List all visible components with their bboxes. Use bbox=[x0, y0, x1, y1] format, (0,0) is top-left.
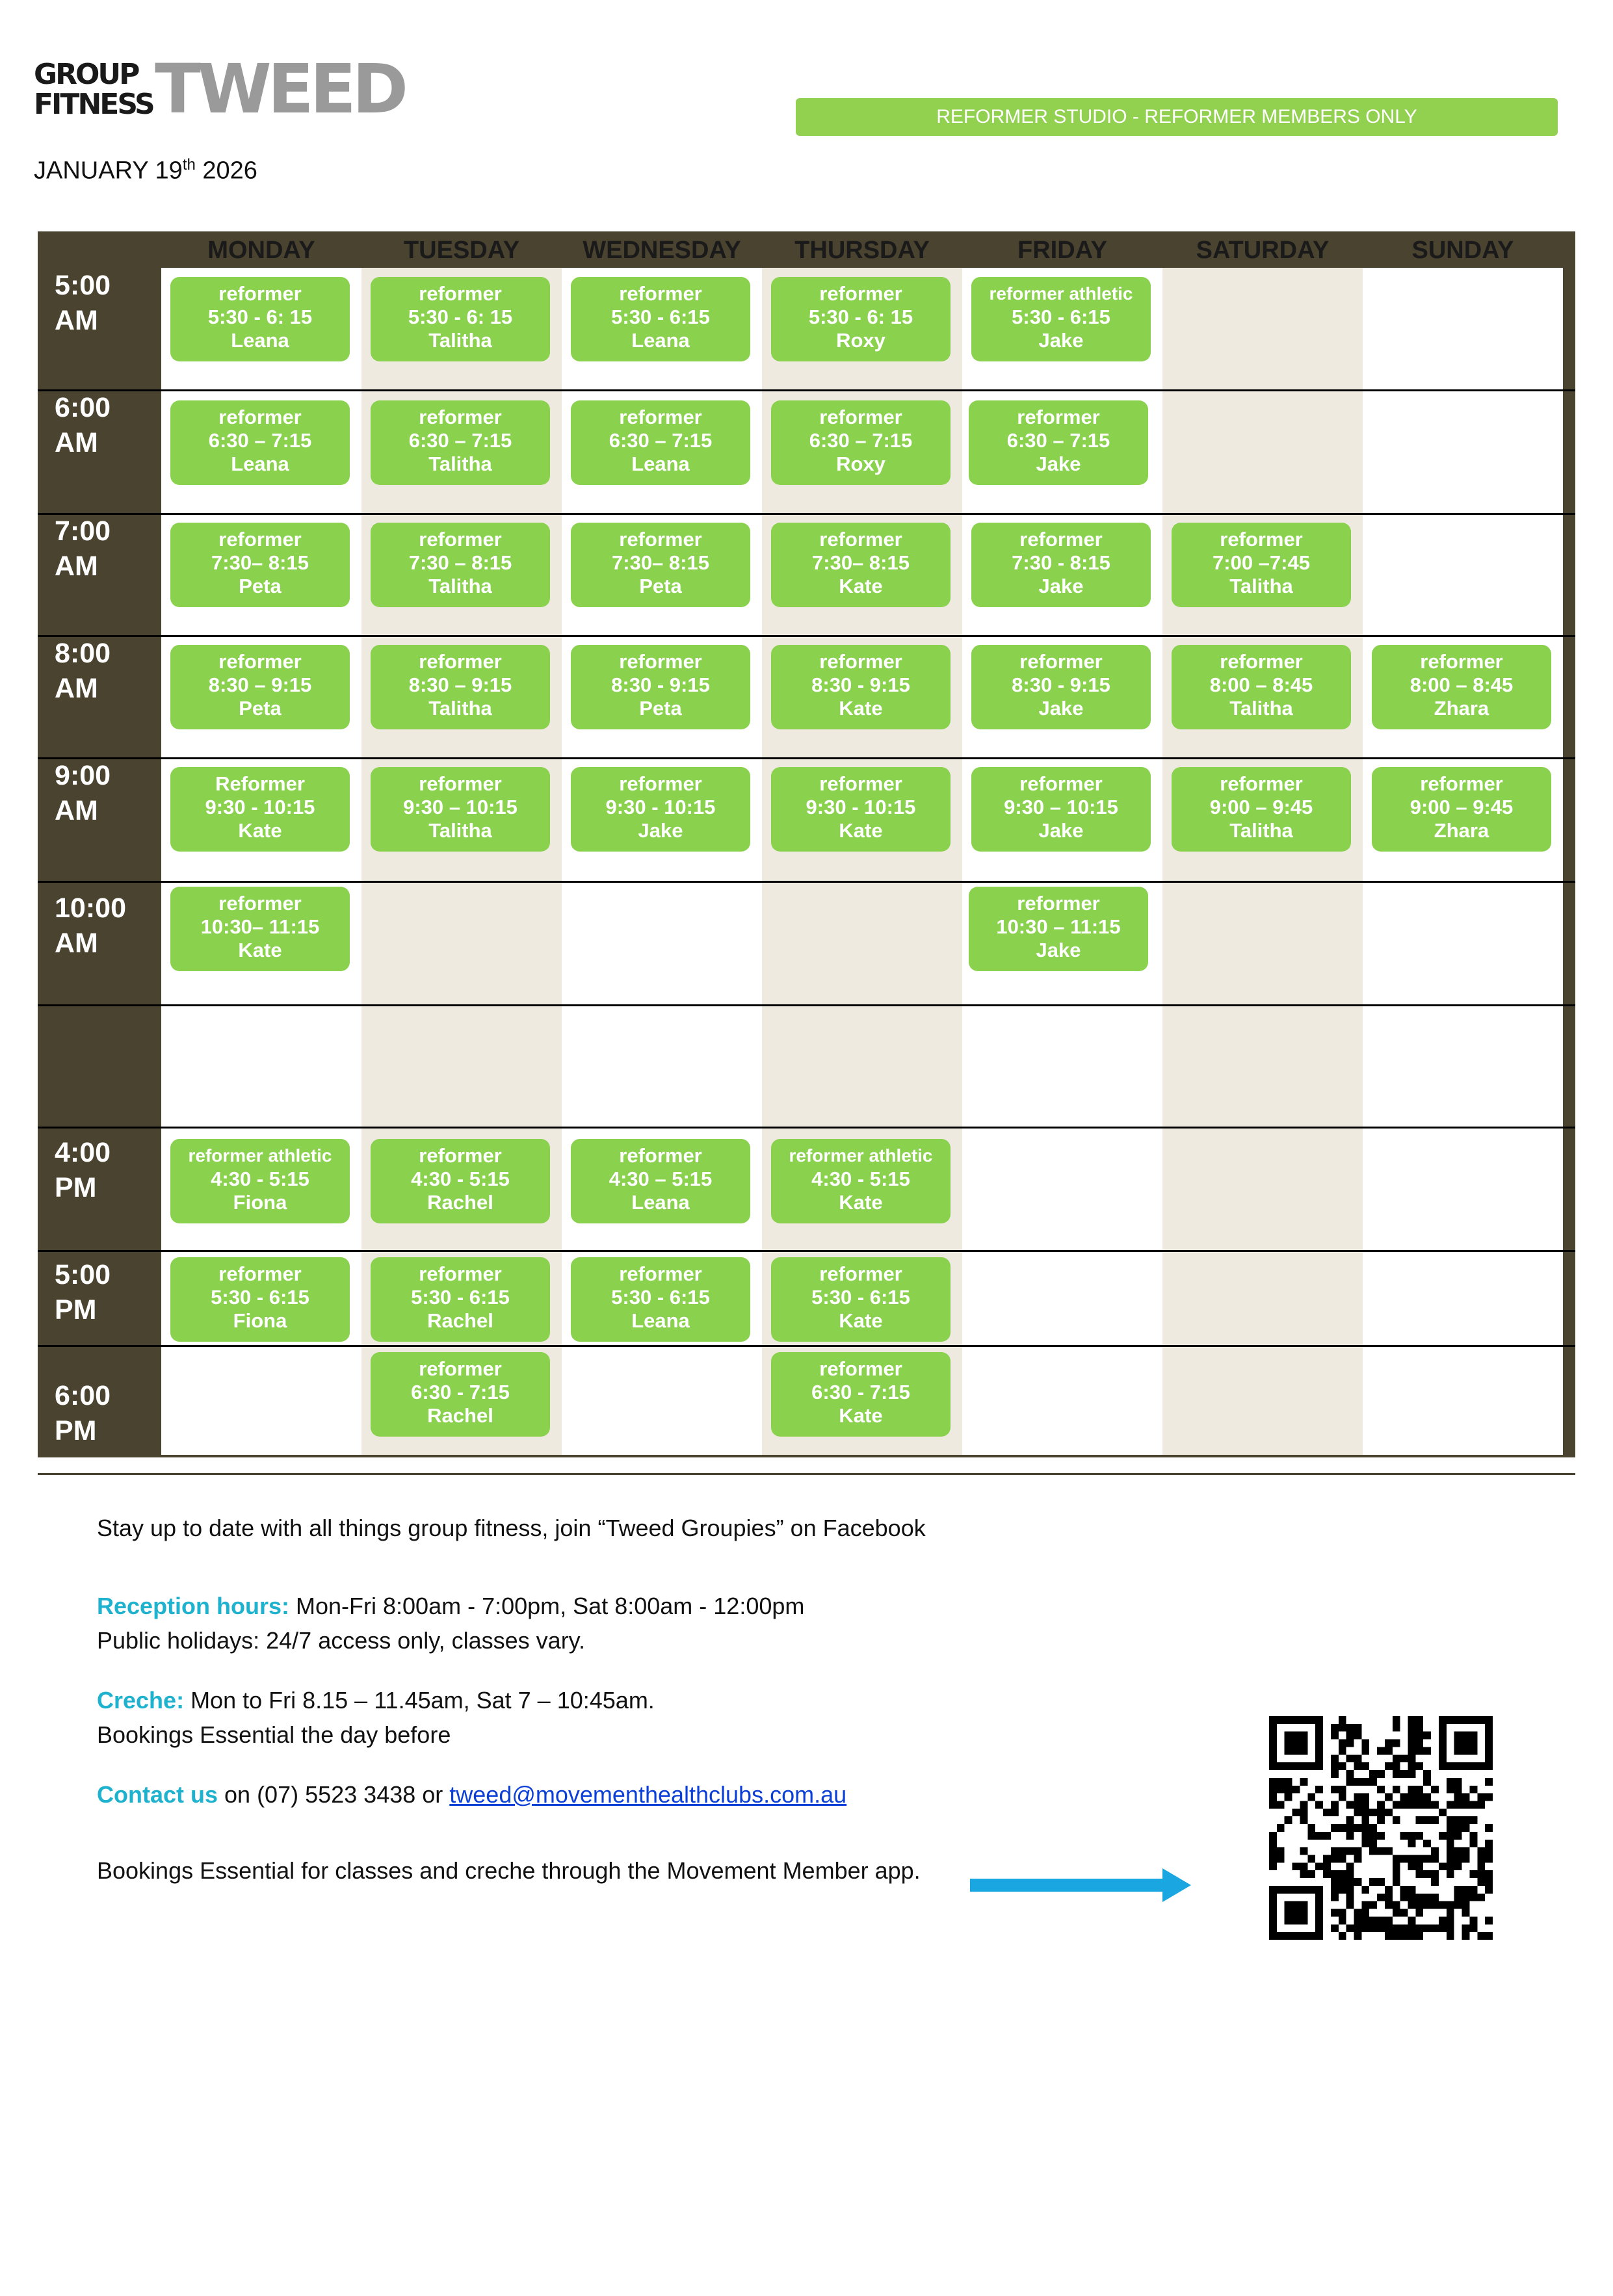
class-block[interactable] bbox=[371, 1139, 550, 1223]
contact-us: Contact us on (07) 5523 3438 or tweed@movementhealthclubs.com.au bbox=[97, 1781, 847, 1808]
class-name: reformer bbox=[1019, 650, 1103, 673]
class-name: reformer bbox=[218, 1262, 302, 1285]
class-block[interactable] bbox=[571, 645, 750, 729]
class-time: 8:30 – 9:15 bbox=[408, 673, 512, 696]
time-label: 9:00 AM bbox=[55, 760, 111, 826]
class-time: 6:30 – 7:15 bbox=[609, 429, 713, 452]
class-block[interactable] bbox=[971, 277, 1151, 361]
class-block[interactable] bbox=[170, 1257, 350, 1342]
class-time: 5:30 - 6:15 bbox=[611, 1286, 710, 1309]
class-instructor: Kate bbox=[238, 819, 282, 842]
class-block[interactable] bbox=[571, 1257, 750, 1342]
class-name: reformer bbox=[619, 650, 702, 673]
row-divider bbox=[38, 881, 1575, 883]
class-name: reformer bbox=[819, 650, 902, 673]
class-time: 6:30 - 7:15 bbox=[811, 1381, 910, 1403]
time-label: 10:00 AM bbox=[55, 893, 126, 959]
class-name: reformer bbox=[218, 650, 302, 673]
class-name: reformer bbox=[819, 772, 902, 795]
class-name: reformer bbox=[218, 406, 302, 428]
day-header: THURSDAY bbox=[794, 237, 930, 264]
class-block[interactable] bbox=[571, 1139, 750, 1223]
class-instructor: Jake bbox=[1038, 819, 1084, 842]
class-block[interactable] bbox=[771, 1257, 951, 1342]
class-instructor: Fiona bbox=[233, 1191, 287, 1214]
class-instructor: Jake bbox=[1036, 452, 1081, 475]
class-name: reformer bbox=[419, 1357, 502, 1380]
creche-note: Bookings Essential the day before bbox=[97, 1721, 451, 1748]
class-name: reformer bbox=[218, 892, 302, 915]
class-name: reformer bbox=[1420, 650, 1503, 673]
class-name: reformer bbox=[1420, 772, 1503, 795]
class-block[interactable] bbox=[971, 767, 1151, 852]
row-divider bbox=[38, 1250, 1575, 1252]
time-label: 5:00 PM bbox=[55, 1259, 111, 1325]
class-instructor: Peta bbox=[239, 697, 282, 720]
class-block[interactable] bbox=[771, 277, 951, 361]
class-name: reformer bbox=[419, 772, 502, 795]
class-time: 9:30 – 10:15 bbox=[403, 796, 518, 818]
logo-tweed: TWEED bbox=[155, 49, 405, 129]
class-name: reformer bbox=[1017, 406, 1100, 428]
time-label: 7:00 AM bbox=[55, 515, 111, 582]
class-name: reformer bbox=[819, 1262, 902, 1285]
class-time: 4:30 – 5:15 bbox=[609, 1168, 713, 1190]
class-block[interactable] bbox=[371, 400, 550, 485]
class-block[interactable] bbox=[170, 767, 350, 852]
class-instructor: Talitha bbox=[428, 452, 492, 475]
class-block[interactable] bbox=[571, 400, 750, 485]
time-label: 5:00 AM bbox=[55, 270, 111, 336]
class-instructor: Kate bbox=[839, 819, 883, 842]
class-time: 5:30 - 6:15 bbox=[211, 1286, 309, 1309]
class-time: 7:30– 8:15 bbox=[812, 551, 910, 574]
class-instructor: Leana bbox=[231, 329, 289, 352]
class-block[interactable] bbox=[771, 523, 951, 607]
contact-email-link[interactable]: tweed@movementhealthclubs.com.au bbox=[449, 1781, 847, 1808]
class-block[interactable] bbox=[170, 277, 350, 361]
time-label: 6:00 PM bbox=[55, 1380, 111, 1446]
class-block[interactable] bbox=[371, 767, 550, 852]
class-name: reformer bbox=[1017, 892, 1100, 915]
facebook-note: Stay up to date with all things group fitness, join “Tweed Groupies” on Facebook bbox=[97, 1515, 926, 1541]
class-time: 6:30 - 7:15 bbox=[411, 1381, 510, 1403]
class-time: 9:30 - 10:15 bbox=[205, 796, 315, 818]
class-block[interactable] bbox=[771, 1352, 951, 1437]
class-instructor: Jake bbox=[1038, 329, 1084, 352]
bookings-note: Bookings Essential for classes and creche through the Movement Member app. bbox=[97, 1857, 921, 1884]
time-label: 8:00 AM bbox=[55, 638, 111, 704]
class-block[interactable] bbox=[170, 523, 350, 607]
class-name: reformer bbox=[819, 1357, 902, 1380]
class-instructor: Kate bbox=[839, 575, 883, 597]
group-fitness-tweed-logo bbox=[34, 49, 405, 129]
day-header: WEDNESDAY bbox=[583, 237, 741, 264]
class-block[interactable] bbox=[371, 523, 550, 607]
class-time: 8:30 - 9:15 bbox=[611, 673, 710, 696]
public-holidays: Public holidays: 24/7 access only, classes vary. bbox=[97, 1627, 586, 1654]
class-name: reformer bbox=[419, 282, 502, 305]
class-name: reformer bbox=[419, 406, 502, 428]
row-divider bbox=[38, 1345, 1575, 1347]
class-block[interactable] bbox=[971, 523, 1151, 607]
class-block[interactable] bbox=[1172, 645, 1351, 729]
class-instructor: Kate bbox=[839, 697, 883, 720]
class-time: 4:30 - 5:15 bbox=[211, 1168, 309, 1190]
time-label: 6:00 AM bbox=[55, 392, 111, 458]
class-instructor: Jake bbox=[1038, 575, 1084, 597]
schedule-bottom-rule bbox=[38, 1473, 1575, 1475]
class-block[interactable] bbox=[571, 277, 750, 361]
class-block[interactable] bbox=[371, 645, 550, 729]
day-header: SUNDAY bbox=[1411, 237, 1514, 264]
class-name: reformer athletic bbox=[789, 1145, 933, 1166]
class-instructor: Leana bbox=[631, 1309, 690, 1332]
creche-hours: Creche: Mon to Fri 8.15 – 11.45am, Sat 7 – 10:45am. bbox=[97, 1687, 655, 1714]
class-instructor: Kate bbox=[839, 1309, 883, 1332]
class-time: 5:30 - 6:15 bbox=[411, 1286, 510, 1309]
class-name: reformer bbox=[619, 406, 702, 428]
class-block[interactable] bbox=[771, 767, 951, 852]
class-name: reformer bbox=[419, 650, 502, 673]
class-time: 8:30 - 9:15 bbox=[1012, 673, 1110, 696]
class-name: reformer bbox=[819, 282, 902, 305]
class-name: reformer bbox=[218, 282, 302, 305]
class-time: 5:30 - 6:15 bbox=[811, 1286, 910, 1309]
class-block[interactable] bbox=[371, 277, 550, 361]
class-name: reformer bbox=[1220, 650, 1303, 673]
class-block[interactable] bbox=[771, 1139, 951, 1223]
class-name: reformer athletic bbox=[188, 1145, 332, 1166]
class-instructor: Talitha bbox=[428, 697, 492, 720]
class-time: 10:30 – 11:15 bbox=[996, 915, 1121, 938]
class-time: 9:30 - 10:15 bbox=[806, 796, 916, 818]
class-instructor: Talitha bbox=[1229, 575, 1293, 597]
class-block[interactable] bbox=[371, 1352, 550, 1437]
class-name: reformer bbox=[819, 528, 902, 551]
class-time: 4:30 - 5:15 bbox=[411, 1168, 510, 1190]
class-block[interactable] bbox=[170, 1139, 350, 1223]
class-time: 7:30– 8:15 bbox=[612, 551, 709, 574]
class-block[interactable] bbox=[771, 400, 951, 485]
class-name: reformer bbox=[619, 1144, 702, 1167]
class-block[interactable] bbox=[571, 523, 750, 607]
class-time: 8:00 – 8:45 bbox=[1410, 673, 1514, 696]
class-name: reformer bbox=[619, 282, 702, 305]
class-instructor: Zhara bbox=[1434, 819, 1489, 842]
reception-hours: Reception hours: Mon-Fri 8:00am - 7:00pm, Sat 8:00am - 12:00pm bbox=[97, 1593, 805, 1619]
row-divider bbox=[38, 635, 1575, 637]
class-time: 5:30 - 6:15 bbox=[611, 306, 710, 328]
class-name: reformer bbox=[619, 772, 702, 795]
studio-banner: REFORMER STUDIO - REFORMER MEMBERS ONLY bbox=[796, 98, 1558, 136]
row-divider bbox=[38, 757, 1575, 759]
class-instructor: Rachel bbox=[427, 1191, 493, 1214]
class-instructor: Talitha bbox=[1229, 819, 1293, 842]
class-block[interactable] bbox=[971, 645, 1151, 729]
class-name: reformer athletic bbox=[989, 283, 1133, 304]
class-block[interactable] bbox=[170, 400, 350, 485]
class-time: 7:00 –7:45 bbox=[1213, 551, 1310, 574]
class-block[interactable] bbox=[771, 645, 951, 729]
class-instructor: Jake bbox=[638, 819, 683, 842]
class-name: reformer bbox=[218, 528, 302, 551]
class-block[interactable] bbox=[170, 887, 350, 971]
right-arrow-icon bbox=[970, 1868, 1191, 1902]
class-instructor: Fiona bbox=[233, 1309, 287, 1332]
qr-code-icon[interactable] bbox=[1269, 1716, 1493, 1940]
day-header: FRIDAY bbox=[1017, 237, 1107, 264]
class-name: reformer bbox=[419, 1262, 502, 1285]
class-time: 6:30 – 7:15 bbox=[208, 429, 312, 452]
day-column bbox=[1162, 268, 1363, 1455]
class-instructor: Roxy bbox=[836, 329, 885, 352]
class-instructor: Rachel bbox=[427, 1309, 493, 1332]
class-time: 8:30 – 9:15 bbox=[208, 673, 312, 696]
class-name: reformer bbox=[1019, 528, 1103, 551]
class-instructor: Kate bbox=[238, 939, 282, 961]
class-instructor: Talitha bbox=[428, 575, 492, 597]
class-name: reformer bbox=[819, 406, 902, 428]
timetable-date: JANUARY 19th 2026 bbox=[34, 156, 257, 185]
class-time: 6:30 – 7:15 bbox=[408, 429, 512, 452]
class-time: 9:00 – 9:45 bbox=[1209, 796, 1313, 818]
class-name: reformer bbox=[619, 528, 702, 551]
row-divider bbox=[38, 1127, 1575, 1128]
class-name: reformer bbox=[419, 1144, 502, 1167]
row-divider bbox=[38, 1004, 1575, 1006]
class-time: 4:30 - 5:15 bbox=[811, 1168, 910, 1190]
day-header: SATURDAY bbox=[1196, 237, 1330, 264]
class-instructor: Roxy bbox=[836, 452, 885, 475]
class-block[interactable] bbox=[1372, 767, 1551, 852]
class-instructor: Talitha bbox=[428, 329, 492, 352]
class-instructor: Jake bbox=[1036, 939, 1081, 961]
logo-group-fitness: GROUP FITNESS bbox=[34, 58, 153, 121]
class-block[interactable] bbox=[371, 1257, 550, 1342]
class-instructor: Leana bbox=[231, 452, 289, 475]
class-instructor: Talitha bbox=[1229, 697, 1293, 720]
class-instructor: Leana bbox=[631, 329, 690, 352]
class-instructor: Talitha bbox=[428, 819, 492, 842]
class-instructor: Zhara bbox=[1434, 697, 1489, 720]
class-instructor: Peta bbox=[239, 575, 282, 597]
row-divider bbox=[38, 513, 1575, 515]
day-header: TUESDAY bbox=[403, 237, 520, 264]
class-block[interactable] bbox=[969, 400, 1148, 485]
class-time: 9:30 - 10:15 bbox=[605, 796, 716, 818]
time-label: 4:00 PM bbox=[55, 1137, 111, 1203]
class-name: reformer bbox=[1220, 528, 1303, 551]
class-name: reformer bbox=[619, 1262, 702, 1285]
class-time: 7:30 – 8:15 bbox=[408, 551, 512, 574]
class-block[interactable] bbox=[571, 767, 750, 852]
class-time: 8:00 – 8:45 bbox=[1209, 673, 1313, 696]
class-name: Reformer bbox=[215, 772, 305, 795]
day-column bbox=[1363, 268, 1563, 1455]
class-instructor: Kate bbox=[839, 1404, 883, 1427]
class-time: 5:30 - 6:15 bbox=[1012, 306, 1110, 328]
class-block[interactable] bbox=[1372, 645, 1551, 729]
class-instructor: Rachel bbox=[427, 1404, 493, 1427]
class-block[interactable] bbox=[170, 645, 350, 729]
class-time: 7:30– 8:15 bbox=[211, 551, 309, 574]
class-time: 5:30 - 6: 15 bbox=[207, 306, 313, 328]
class-time: 8:30 - 9:15 bbox=[811, 673, 910, 696]
class-time: 9:00 – 9:45 bbox=[1410, 796, 1514, 818]
class-block[interactable] bbox=[1172, 767, 1351, 852]
class-time: 5:30 - 6: 15 bbox=[408, 306, 513, 328]
class-time: 6:30 – 7:15 bbox=[809, 429, 913, 452]
class-instructor: Jake bbox=[1038, 697, 1084, 720]
class-instructor: Kate bbox=[839, 1191, 883, 1214]
class-instructor: Peta bbox=[639, 575, 682, 597]
class-time: 10:30– 11:15 bbox=[200, 915, 320, 938]
class-name: reformer bbox=[1220, 772, 1303, 795]
day-header: MONDAY bbox=[207, 237, 315, 264]
class-instructor: Peta bbox=[639, 697, 682, 720]
class-block[interactable] bbox=[1172, 523, 1351, 607]
class-name: reformer bbox=[1019, 772, 1103, 795]
class-time: 5:30 - 6: 15 bbox=[808, 306, 913, 328]
class-instructor: Leana bbox=[631, 1191, 690, 1214]
class-time: 6:30 – 7:15 bbox=[1006, 429, 1110, 452]
class-instructor: Leana bbox=[631, 452, 690, 475]
class-block[interactable] bbox=[969, 887, 1148, 971]
class-name: reformer bbox=[419, 528, 502, 551]
class-time: 9:30 – 10:15 bbox=[1004, 796, 1118, 818]
class-time: 7:30 - 8:15 bbox=[1012, 551, 1110, 574]
row-divider bbox=[38, 389, 1575, 391]
